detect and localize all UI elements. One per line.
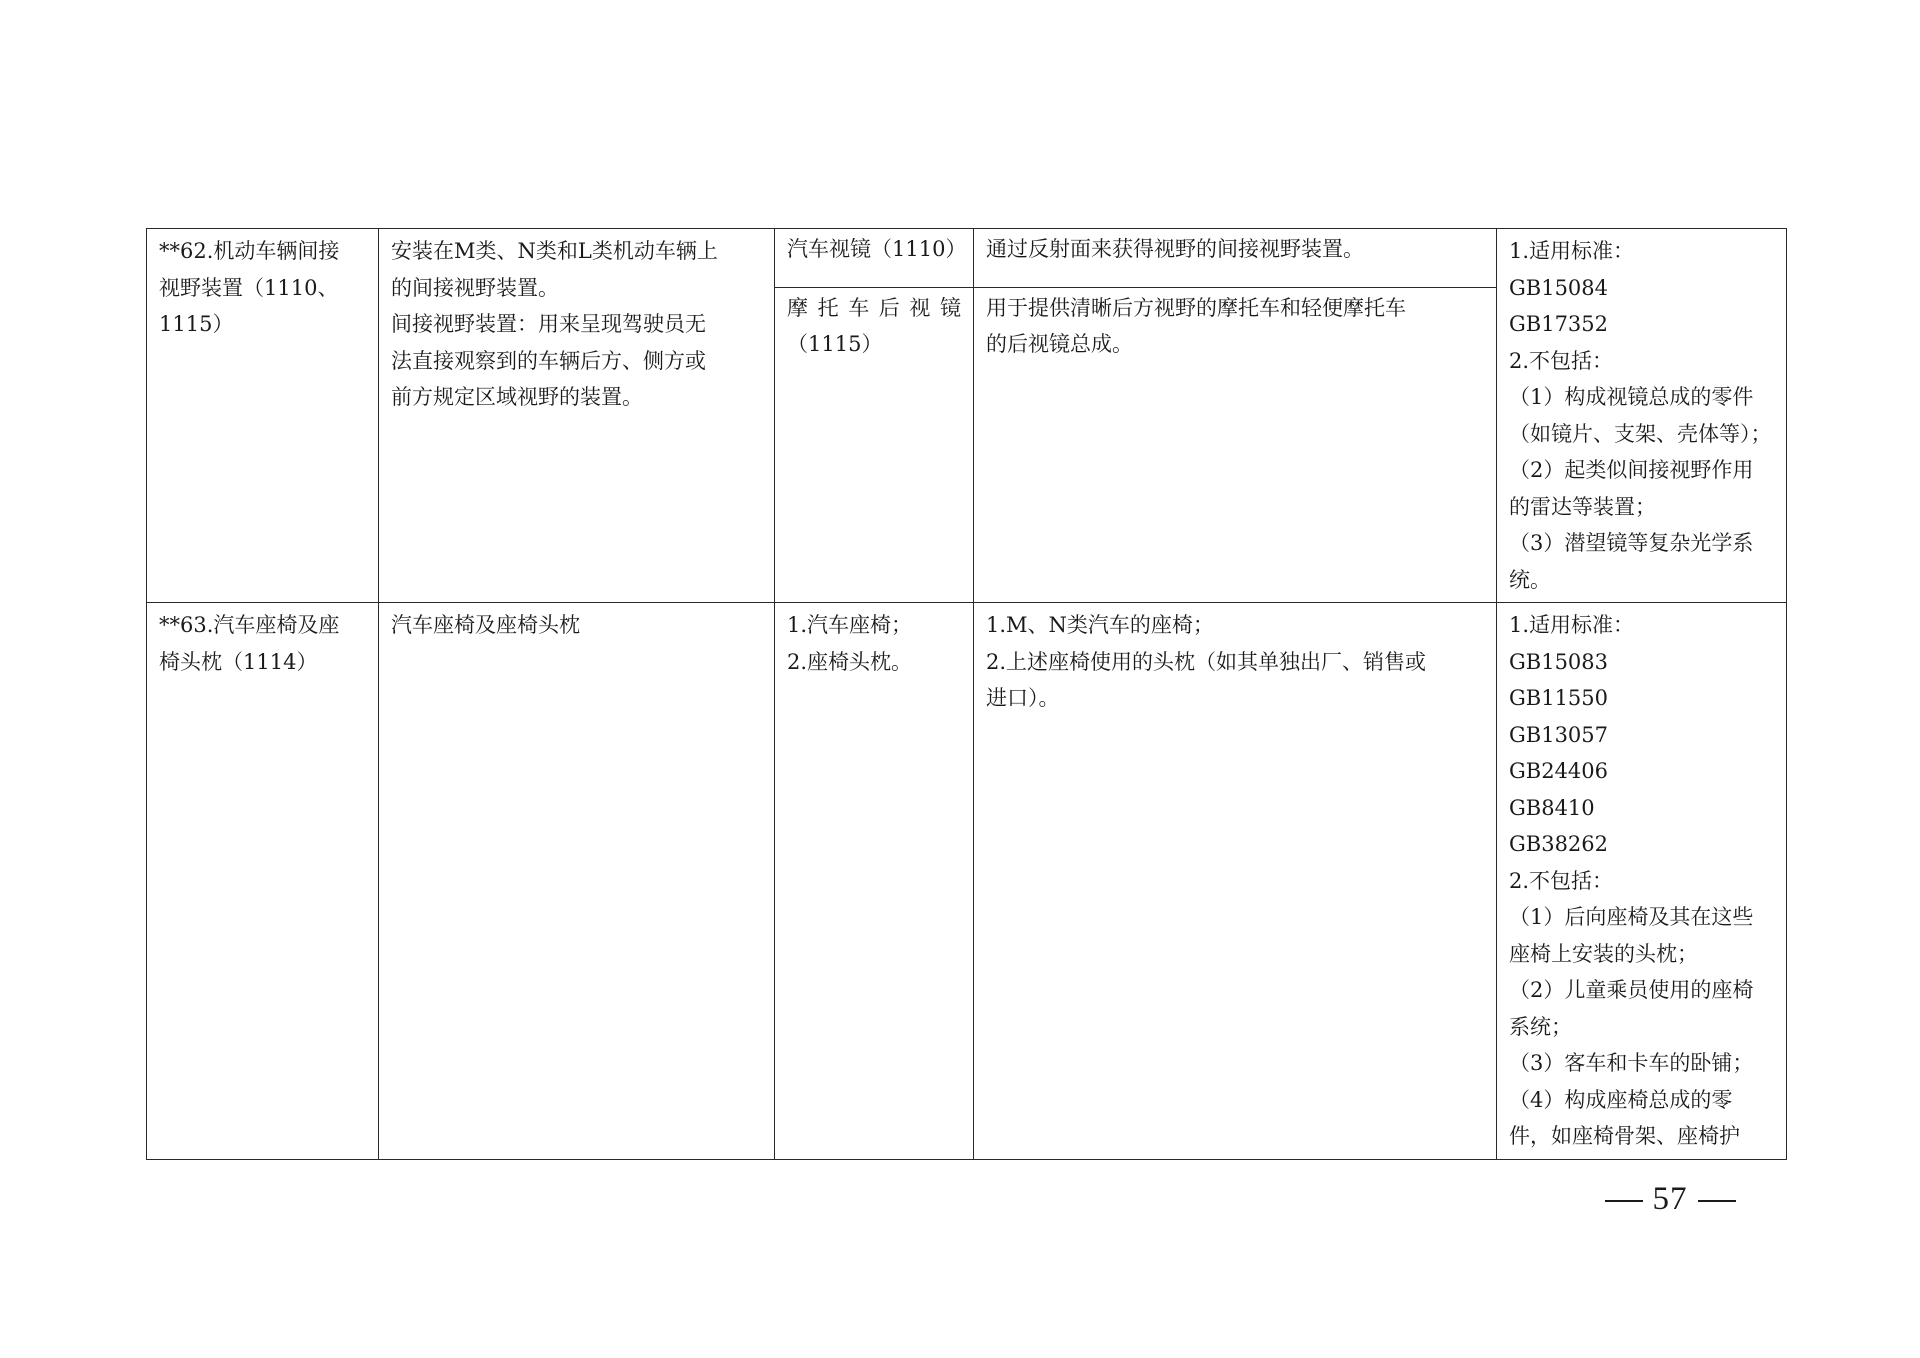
text-line: 通过反射面来获得视野的间接视野装置。: [986, 237, 1364, 261]
text-line: （1）后向座椅及其在这些: [1509, 905, 1754, 929]
text-line: GB8410: [1509, 795, 1595, 820]
category-cell: [775, 603, 974, 1160]
description-cell: [974, 287, 1497, 602]
text-line: （3）潜望镜等复杂光学系: [1509, 531, 1754, 555]
text-line: 视野装置（1110、: [159, 275, 339, 300]
text-line: 2.不包括：: [1509, 348, 1614, 373]
text-line: （3）客车和卡车的卧铺；: [1509, 1051, 1754, 1075]
text-line: GB17352: [1509, 312, 1609, 336]
text-line: GB15084: [1509, 275, 1609, 300]
text-line: 的后视镜总成。: [986, 332, 1133, 357]
text-line: **63.汽车座椅及座: [159, 613, 340, 637]
text-line: 1.适用标准：: [1509, 613, 1635, 637]
dash-left: [1605, 1200, 1643, 1202]
text-line: 的雷达等装置；: [1509, 494, 1656, 519]
description-cell: [974, 603, 1497, 1160]
text-line: GB15083: [1509, 649, 1609, 674]
text-line: 进口）。: [986, 686, 1060, 710]
text-line: 系统；: [1509, 1014, 1572, 1039]
notes-cell: [1497, 229, 1787, 603]
text-line: 统。: [1509, 567, 1551, 592]
text-line: GB38262: [1509, 832, 1609, 856]
description-cell: [974, 229, 1497, 288]
product-cell: [147, 229, 379, 603]
text-line: 2.上述座椅使用的头枕（如其单独出厂、销售或: [986, 649, 1427, 674]
page-number-text: 57: [1652, 1181, 1688, 1217]
dash-right: [1698, 1200, 1736, 1202]
text-line: GB11550: [1509, 686, 1609, 710]
text-line: 椅头枕（1114）: [159, 649, 318, 674]
text-line: （2）起类似间接视野作用: [1509, 458, 1754, 482]
text-line: GB24406: [1509, 759, 1609, 783]
text-line: 1115）: [159, 312, 234, 336]
text-line: 座椅上安装的头枕；: [1509, 941, 1698, 966]
text-line: 摩托车后视镜: [787, 295, 961, 320]
text-line: 2.不包括：: [1509, 868, 1614, 893]
text-line: （2）儿童乘员使用的座椅: [1509, 978, 1754, 1002]
text-line: 的间接视野装置。: [391, 275, 559, 300]
scope-cell: [379, 603, 775, 1160]
text-line: 安装在M类、N类和L类机动车辆上: [391, 239, 718, 263]
text-line: （4）构成座椅总成的零: [1509, 1087, 1733, 1112]
text-line: 间接视野装置：用来呈现驾驶员无: [391, 312, 706, 336]
text-line: （1115）: [787, 332, 883, 357]
text-line: GB13057: [1509, 722, 1609, 747]
text-line: （如镜片、支架、壳体等）；: [1509, 421, 1772, 446]
text-line: 前方规定区域视野的装置。: [391, 385, 643, 409]
text-line: 用于提供清晰后方视野的摩托车和轻便摩托车: [986, 295, 1406, 320]
text-line: 法直接观察到的车辆后方、侧方或: [391, 348, 706, 373]
text-line: 1.适用标准：: [1509, 239, 1635, 263]
product-cell: [147, 603, 379, 1160]
text-line: 2.座椅头枕。: [787, 649, 913, 674]
text-line: （1）构成视镜总成的零件: [1509, 385, 1754, 409]
text-line: 件，如座椅骨架、座椅护: [1509, 1124, 1740, 1148]
text-line: **62.机动车辆间接: [159, 239, 340, 263]
text-line: 1.汽车座椅；: [787, 613, 913, 637]
page-number: [1580, 1181, 1760, 1218]
text-line: 汽车视镜（1110）: [787, 237, 967, 261]
scope-cell: [379, 229, 775, 603]
text-line: 1.M、N类汽车的座椅；: [986, 613, 1214, 637]
notes-cell: [1497, 603, 1787, 1160]
category-cell: [775, 287, 974, 602]
category-cell: [775, 229, 974, 288]
text-line: 汽车座椅及座椅头枕: [391, 613, 580, 637]
catalog-table: [146, 228, 1787, 1160]
